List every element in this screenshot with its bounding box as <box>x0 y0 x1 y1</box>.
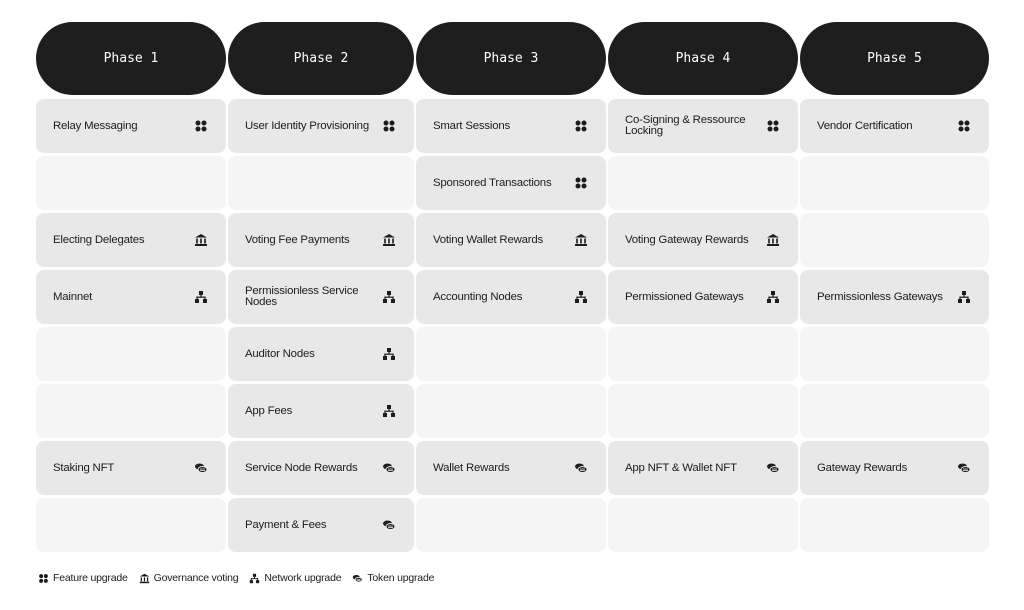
governance-icon <box>194 233 208 247</box>
roadmap-item-label: App NFT & Wallet NFT <box>625 461 737 474</box>
network-icon <box>382 290 396 304</box>
legend-item <box>38 572 128 584</box>
roadmap-item-label: Gateway Rewards <box>817 461 908 474</box>
roadmap-item <box>228 441 414 495</box>
roadmap-item-label: Permissionless Gateways <box>817 290 943 303</box>
roadmap-item-label: Co-Signing & Ressource Locking <box>625 114 746 137</box>
token-icon <box>194 461 208 475</box>
phase-header-3: Phase 3 <box>416 22 606 95</box>
network-icon <box>382 347 396 361</box>
phase-header-2: Phase 2 <box>228 22 414 95</box>
governance-icon <box>139 573 150 584</box>
roadmap-item <box>800 270 989 324</box>
roadmap-item <box>228 213 414 267</box>
roadmap-item-label: Mainnet <box>53 290 93 303</box>
feature-icon <box>194 119 208 133</box>
roadmap-item <box>608 213 798 267</box>
roadmap-item <box>416 270 606 324</box>
roadmap-item-label: App Fees <box>245 404 293 417</box>
roadmap-item-label: Permissionless Service Nodes <box>245 285 359 308</box>
roadmap-item <box>608 441 798 495</box>
empty-cell <box>36 498 226 552</box>
roadmap-item-label: Vendor Certification <box>817 119 913 132</box>
roadmap-item-label: Voting Wallet Rewards <box>433 233 543 246</box>
empty-cell <box>800 498 989 552</box>
feature-icon <box>574 176 588 190</box>
roadmap-item-label: Auditor Nodes <box>245 347 315 360</box>
empty-cell <box>36 327 226 381</box>
token-icon <box>957 461 971 475</box>
roadmap-item <box>416 156 606 210</box>
roadmap-item-label: Voting Fee Payments <box>245 233 350 246</box>
feature-icon <box>766 119 780 133</box>
empty-cell <box>416 327 606 381</box>
roadmap-item <box>416 213 606 267</box>
roadmap-item-label: Electing Delegates <box>53 233 145 246</box>
legend-item <box>352 572 434 584</box>
empty-cell <box>416 384 606 438</box>
roadmap-item <box>228 99 414 153</box>
roadmap-board <box>36 22 989 552</box>
network-icon <box>249 573 260 584</box>
network-icon <box>766 290 780 304</box>
legend-label: Network upgrade <box>264 572 342 584</box>
roadmap-item-label: Accounting Nodes <box>433 290 523 303</box>
token-icon <box>382 461 396 475</box>
roadmap-item-label: Service Node Rewards <box>245 461 358 474</box>
roadmap-item-label: User Identity Provisioning <box>245 119 369 132</box>
empty-cell <box>36 156 226 210</box>
roadmap-item-label: Payment & Fees <box>245 518 327 531</box>
empty-cell <box>800 213 989 267</box>
governance-icon <box>766 233 780 247</box>
legend-label: Feature upgrade <box>53 572 128 584</box>
network-icon <box>957 290 971 304</box>
empty-cell <box>36 384 226 438</box>
roadmap-item <box>800 99 989 153</box>
roadmap-item <box>228 384 414 438</box>
empty-cell <box>416 498 606 552</box>
network-icon <box>194 290 208 304</box>
roadmap-item-label: Relay Messaging <box>53 119 138 132</box>
roadmap-item <box>416 441 606 495</box>
roadmap-item <box>416 99 606 153</box>
roadmap-item-label: Voting Gateway Rewards <box>625 233 749 246</box>
empty-cell <box>608 498 798 552</box>
token-icon <box>382 518 396 532</box>
token-icon <box>352 573 363 584</box>
phase-header-4: Phase 4 <box>608 22 798 95</box>
empty-cell <box>608 384 798 438</box>
roadmap-item <box>36 441 226 495</box>
governance-icon <box>382 233 396 247</box>
token-icon <box>574 461 588 475</box>
roadmap-item <box>608 270 798 324</box>
legend-label: Token upgrade <box>367 572 435 584</box>
feature-icon <box>957 119 971 133</box>
empty-cell <box>800 327 989 381</box>
roadmap-item <box>36 213 226 267</box>
legend <box>38 572 445 584</box>
feature-icon <box>382 119 396 133</box>
roadmap-item <box>228 270 414 324</box>
legend-label: Governance voting <box>153 572 239 584</box>
roadmap-item <box>36 99 226 153</box>
roadmap-grid <box>36 22 989 552</box>
empty-cell <box>608 327 798 381</box>
feature-icon <box>38 573 49 584</box>
roadmap-item <box>228 498 414 552</box>
roadmap-item-label: Smart Sessions <box>433 119 510 132</box>
token-icon <box>766 461 780 475</box>
empty-cell <box>608 156 798 210</box>
roadmap-item-label: Staking NFT <box>53 461 115 474</box>
empty-cell <box>228 156 414 210</box>
roadmap-item-label: Wallet Rewards <box>433 461 510 474</box>
network-icon <box>574 290 588 304</box>
phase-header-1: Phase 1 <box>36 22 226 95</box>
roadmap-item <box>36 270 226 324</box>
phase-header-5: Phase 5 <box>800 22 989 95</box>
empty-cell <box>800 156 989 210</box>
legend-item <box>249 572 341 584</box>
governance-icon <box>574 233 588 247</box>
feature-icon <box>574 119 588 133</box>
legend-item <box>139 572 239 584</box>
network-icon <box>382 404 396 418</box>
roadmap-item <box>228 327 414 381</box>
empty-cell <box>800 384 989 438</box>
roadmap-item <box>800 441 989 495</box>
roadmap-item <box>608 99 798 153</box>
roadmap-item-label: Permissioned Gateways <box>625 290 744 303</box>
roadmap-item-label: Sponsored Transactions <box>433 176 552 189</box>
